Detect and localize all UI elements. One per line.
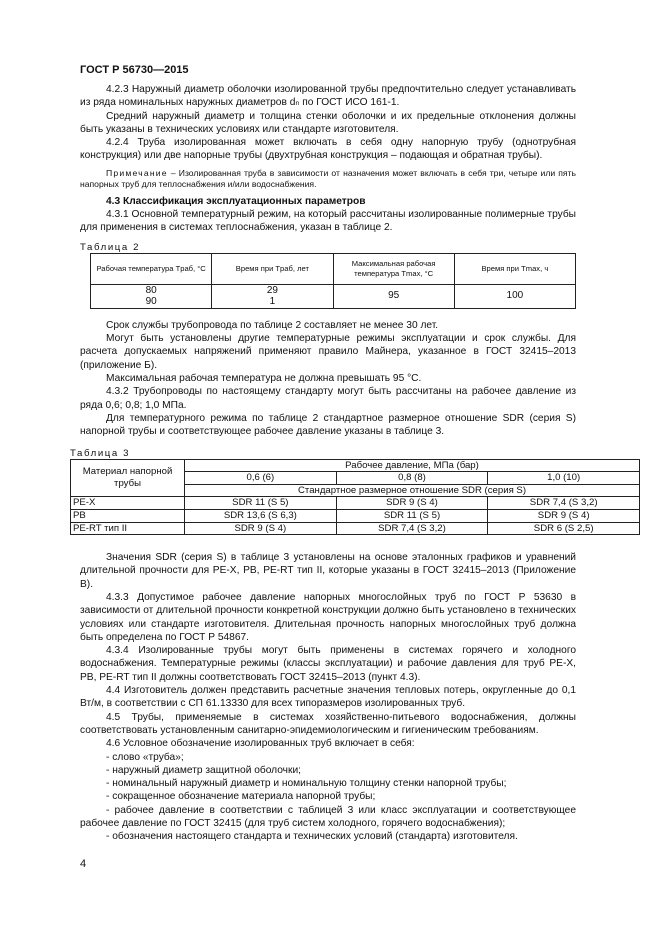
table2-header-temp: Рабочая температура Tраб, °С: [91, 253, 212, 284]
list-item: - номинальный наружный диаметр и номинальную толщину стенки напорной трубы;: [106, 778, 507, 790]
paragraph: 4.6 Условное обозначение изолированных труб включает в себя:: [106, 738, 415, 750]
table3-material: PE-X: [71, 497, 185, 510]
table-row: [71, 522, 640, 535]
list-item: - обозначения настоящего стандарта и технических условий (стандарта) изготовителя.: [106, 831, 518, 843]
page-body: [70, 83, 598, 844]
table3-cell: SDR 7,4 (S 3,2): [488, 497, 640, 510]
table3-header-sdr: Стандартное размерное отношение SDR (серия S): [185, 484, 640, 497]
table2: [90, 253, 576, 309]
list-item: - сокращенное обозначение материала напорной трубы;: [106, 791, 376, 803]
table2-header-time-max: Время при Tmax, ч: [454, 253, 575, 284]
table2-cell-time-max: 100: [454, 284, 575, 308]
table3-cell: SDR 7,4 (S 3,2): [336, 522, 488, 535]
table3-cell: SDR 9 (S 4): [185, 522, 337, 535]
table3-material: PB: [71, 509, 185, 522]
table3-cell: SDR 9 (S 4): [336, 497, 488, 510]
paragraph: Срок службы трубопровода по таблице 2 составляет не менее 30 лет.: [106, 319, 439, 331]
paragraph: 4.3.1 Основной температурный режим, на который рассчитаны изолированные полимерные трубы для применения в системах теплоснабжения, указан в таблице 2.: [80, 209, 576, 234]
table2-cell-temps: 80 90: [91, 284, 212, 308]
table3-pressure-2: 1,0 (10): [488, 472, 640, 485]
document-header: ГОСТ Р 56730—2015: [80, 64, 189, 76]
paragraph: Значения SDR (серия S) в таблице 3 установлены на основе эталонных графиков и уравнений длительной прочности для PE-X, PB, PE-RT тип II, которые указаны в ГОСТ 32415–2013 (Приложение В).: [80, 552, 576, 590]
paragraph: Могут быть установлены другие температурные режимы эксплуатации и срок службы. Для расчета допускаемых напряжений применяют правило Майнера, указанное в ГОСТ 32415–2013 (приложение Б).: [80, 333, 576, 371]
table3-pressure-1: 0,8 (8): [336, 472, 488, 485]
table2-cell-tmax: 95: [333, 284, 454, 308]
list-item: - наружный диаметр защитной оболочки;: [106, 764, 301, 776]
paragraph: 4.2.3 Наружный диаметр оболочки изолированной трубы предпочтительно следует устанавливать из ряда номинальных наружных диаметров dₙ по ГОСТ ИСО 161-1.: [80, 84, 576, 109]
table3-cell: SDR 11 (S 5): [336, 509, 488, 522]
table3-cell: SDR 11 (S 5): [185, 497, 337, 510]
paragraph: 4.5 Трубы, применяемые в системах хозяйственно-питьевого водоснабжения, должны соответствовать установленным санитарно-эпидемиологическим и гигиеническим требованиям.: [80, 711, 576, 736]
list-item: - рабочее давление в соответствии с таблицей 3 или класс эксплуатации и соответствующее рабочее давление по ГОСТ 32415 (для труб систем холодного, горячего водоснабжения);: [80, 804, 576, 830]
note: [80, 168, 576, 191]
table-row: [71, 497, 640, 510]
paragraph: 4.3.4 Изолированные трубы могут быть применены в системах горячего и холодного водоснабжения. Температурные режимы (классы эксплуатации) и рабочие давления для труб PE-X, PB, PE-RT тип II должны соответствовать ГОСТ 32415–2013 (пункт 4.3).: [80, 645, 576, 683]
page-number: 4: [80, 858, 87, 870]
table2-caption: Таблица 2: [80, 241, 141, 253]
table3-cell: SDR 9 (S 4): [488, 509, 640, 522]
table2-cell-times: 29 1: [212, 284, 333, 308]
section-heading: 4.3 Классификация эксплуатационных параметров: [106, 195, 366, 207]
paragraph: 4.3.2 Трубопроводы по настоящему стандарту могут быть рассчитаны на рабочее давление из ряда 0,6; 0,8; 1,0 МПа.: [80, 386, 576, 411]
table3-material: PE-RT тип II: [71, 522, 185, 535]
table3-caption: Таблица 3: [70, 447, 131, 459]
paragraph: Средний наружный диаметр и толщина стенки оболочки и их предельные отклонения должны быть указаны в технических условиях или стандарте изготовителя.: [80, 110, 576, 135]
note-label: Примечание: [106, 167, 168, 178]
table3-pressure-0: 0,6 (6): [185, 472, 337, 485]
paragraph: Для температурного режима по таблице 2 стандартное размерное отношение SDR (серия S) напорной трубы и соответствующее рабочее давление указаны в таблице 3.: [80, 412, 576, 438]
paragraph: 4.2.4 Труба изолированная может включать в себя одну напорную трубу (однотрубная конструкция) или две напорные трубы (двухтрубная конструкция – подающая и обратная трубы).: [80, 137, 576, 162]
table3-cell: SDR 13,6 (S 6,3): [185, 509, 337, 522]
list-item: - слово «труба»;: [106, 751, 184, 763]
paragraph: 4.4 Изготовитель должен представить расчетные значения тепловых потерь, округленные до 0,1 Вт/м, в соответствии с СП 61.13330 для всех типоразмеров изолированных труб.: [80, 685, 576, 710]
paragraph: 4.3.3 Допустимое рабочее давление напорных многослойных труб по ГОСТ Р 53630 в зависимости от длительной прочности конкретной конструкции должно быть установлено в технических условиях или стандарте изготовителя. Длительная прочность напорных многослойных труб должна быть определена по ГОСТ Р 54867.: [80, 591, 576, 643]
paragraph: Максимальная рабочая температура не должна превышать 95 °С.: [106, 373, 422, 385]
table-row: [71, 509, 640, 522]
table2-header-time: Время при Tраб, лет: [212, 253, 333, 284]
table3-cell: SDR 6 (S 2,5): [488, 522, 640, 535]
table3-header-material: Материал напорной трубы: [71, 459, 185, 497]
table2-header-tmax: Максимальная рабочая температура Tmax, °С: [333, 253, 454, 284]
note-text: – Изолированная труба в зависимости от назначения может включать в себя три, четыре или пять напорных труб для теплоснабжения и/или водоснабжения.: [80, 167, 576, 190]
table3: [70, 459, 640, 536]
table3-header-pressure: Рабочее давление, МПа (бар): [185, 459, 640, 472]
